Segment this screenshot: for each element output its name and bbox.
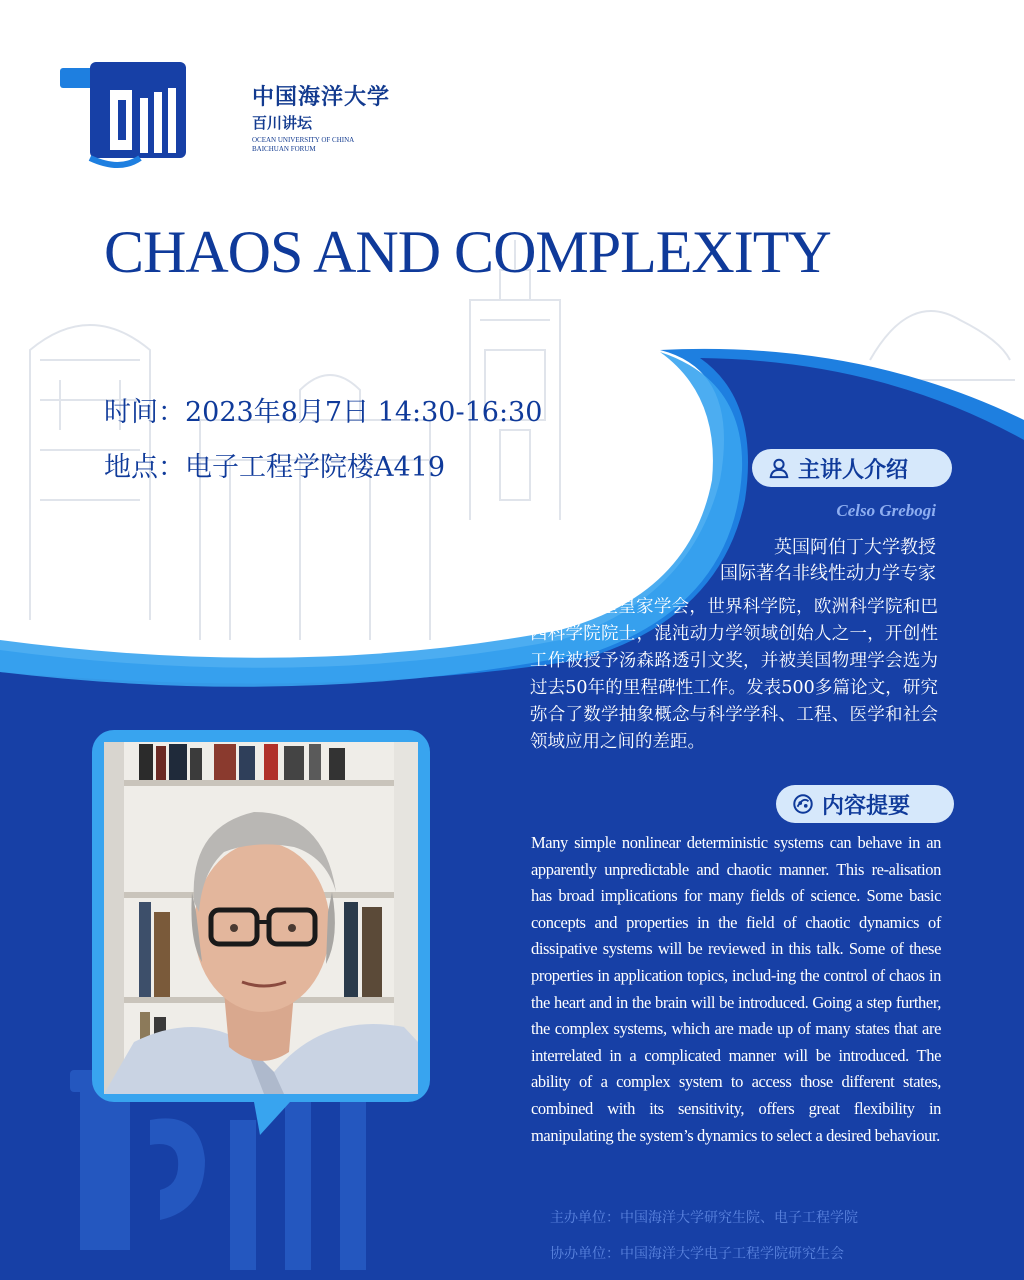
host-organizer: 主办单位：中国海洋大学研究生院、电子工程学院 [550, 1210, 858, 1226]
co-organizer: 协办单位：中国海洋大学电子工程学院研究生会 [550, 1246, 844, 1262]
speaker-section-label: 主讲人介绍 [798, 457, 909, 483]
person-icon [768, 457, 790, 479]
speaker-portrait [104, 742, 418, 1094]
speaker-title-1: 英国阿伯丁大学教授 [774, 537, 936, 558]
forum-logo [60, 60, 391, 180]
abstract-section-header [776, 785, 954, 823]
speaker-section-header [752, 449, 952, 487]
event-time: 时间：2023年8月7日 14:30-16:30 [104, 397, 543, 428]
forum-name-en: BAICHUAN FORUM [252, 145, 316, 153]
abstract-section-label: 内容提要 [822, 793, 911, 819]
event-place: 地点：电子工程学院楼A419 [104, 452, 446, 483]
speaker-bio: 爱丁堡皇家学会，世界科学院，欧洲科学院和巴西科学院院士，混沌动力学领域创始人之一，开创性工作被授予汤森路透引文奖，并被美国物理学会选为过去50年的里程碑性工作。发表500多篇论文，研究弥合了数学抽象概念与科学学科、工程、医学和社会领域应用之间的差距。 [530, 597, 938, 752]
speaker-photo [104, 742, 418, 1094]
baichuan-logo-icon [60, 60, 190, 175]
orbit-icon [792, 793, 814, 815]
lecture-title: CHAOS AND COMPLEXITY [104, 219, 831, 285]
university-name-en: OCEAN UNIVERSITY OF CHINA [252, 136, 355, 144]
speaker-title-2: 国际著名非线性动力学专家 [720, 563, 936, 584]
forum-name-cn: 百川讲坛 [252, 114, 313, 132]
abstract-text: Many simple nonlinear deterministic systems can behave in an apparently unpredictable and chaotic manner. This re-alisation has broad implications for many fields of science. Some basic concepts and properties in the field of chaotic dynamics of dissipative systems will be reviewed in this talk. Some of these properties in application topics, includ-ing the control of chaos in the heart and in the brain will be introduced. Going a step further, the complex systems, which are made up of many states that are interrelated in a complicated manner will be introduced. The ability of a complex system to access those different states, combined with its sensitivity, offers great flexibility in manipulating the system’s dynamics to select a desired behaviour. [531, 833, 941, 1145]
university-name-cn: 中国海洋大学 [252, 84, 391, 110]
speaker-name: Celso Grebogi [836, 501, 936, 520]
